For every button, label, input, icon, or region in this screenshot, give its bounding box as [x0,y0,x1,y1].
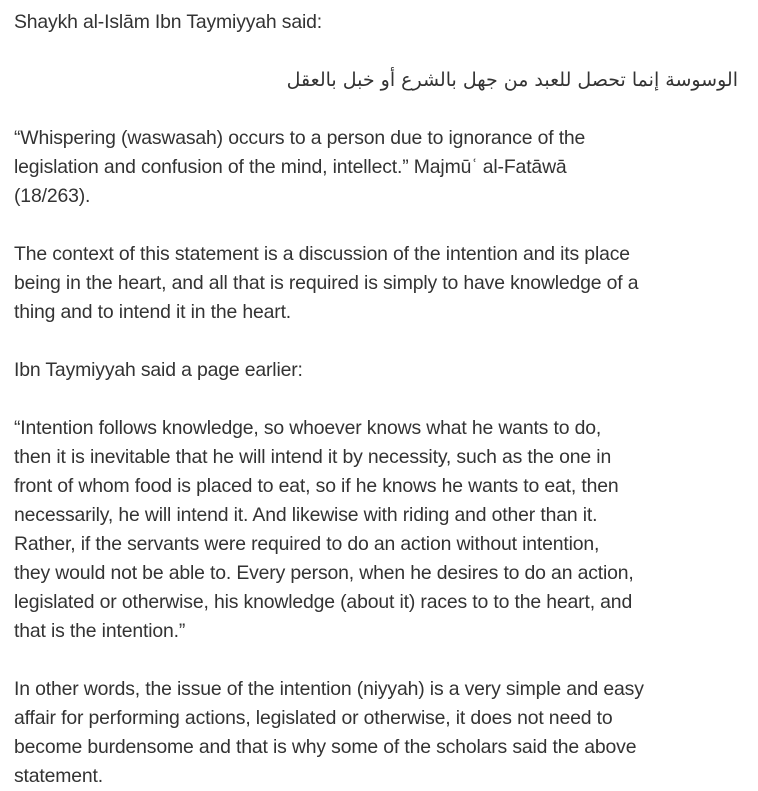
paragraph-gap [14,211,744,240]
text-line: In other words, the issue of the intention (niyyah) is a very simple and easy [14,678,644,700]
text-line: Rather, if the servants were required to do an action without intention, [14,533,600,555]
context-paragraph [14,240,744,327]
text-line: thing and to intend it in the heart. [14,301,292,323]
conclusion-paragraph [14,675,744,791]
text-line: legislation and confusion of the mind, intellect.” Majmūʿ al-Fatāwā [14,156,567,178]
text-line: statement. [14,765,104,787]
translation-paragraph [14,124,744,211]
text-line: necessarily, he will intend it. And likewise with riding and other than it. [14,504,598,526]
paragraph-gap [14,385,744,414]
text-line: “Whispering (waswasah) occurs to a person due to ignorance of the [14,127,586,149]
paragraph-gap [14,646,744,675]
earlier-intro-line: Ibn Taymiyyah said a page earlier: [14,359,303,381]
text-line: then it is inevitable that he will intend it by necessity, such as the one in [14,446,612,468]
text-line: legislated or otherwise, his knowledge (about it) races to to the heart, and [14,591,633,613]
text-line: that is the intention.” [14,620,186,642]
text-line: become burdensome and that is why some of the scholars said the above [14,736,637,758]
text-line: “Intention follows knowledge, so whoever knows what he wants to do, [14,417,602,439]
text-line: The context of this statement is a discussion of the intention and its place [14,243,630,265]
text-line: affair for performing actions, legislated or otherwise, it does not need to [14,707,613,729]
text-line: front of whom food is placed to eat, so if he knows he wants to eat, then [14,475,619,497]
arabic-quote: الوسوسة إنما تحصل للعبد من جهل بالشرع أو خبل بالعقل [286,69,738,91]
earlier-quote-paragraph [14,414,744,646]
paragraph-gap [14,327,744,356]
paragraph-gap [14,37,744,66]
intro-line: Shaykh al-Islām Ibn Taymiyyah said: [14,11,323,33]
text-line: (18/263). [14,185,91,207]
text-line: they would not be able to. Every person, when he desires to do an action, [14,562,634,584]
text-line: being in the heart, and all that is required is simply to have knowledge of a [14,272,639,294]
paragraph-gap [14,95,744,124]
